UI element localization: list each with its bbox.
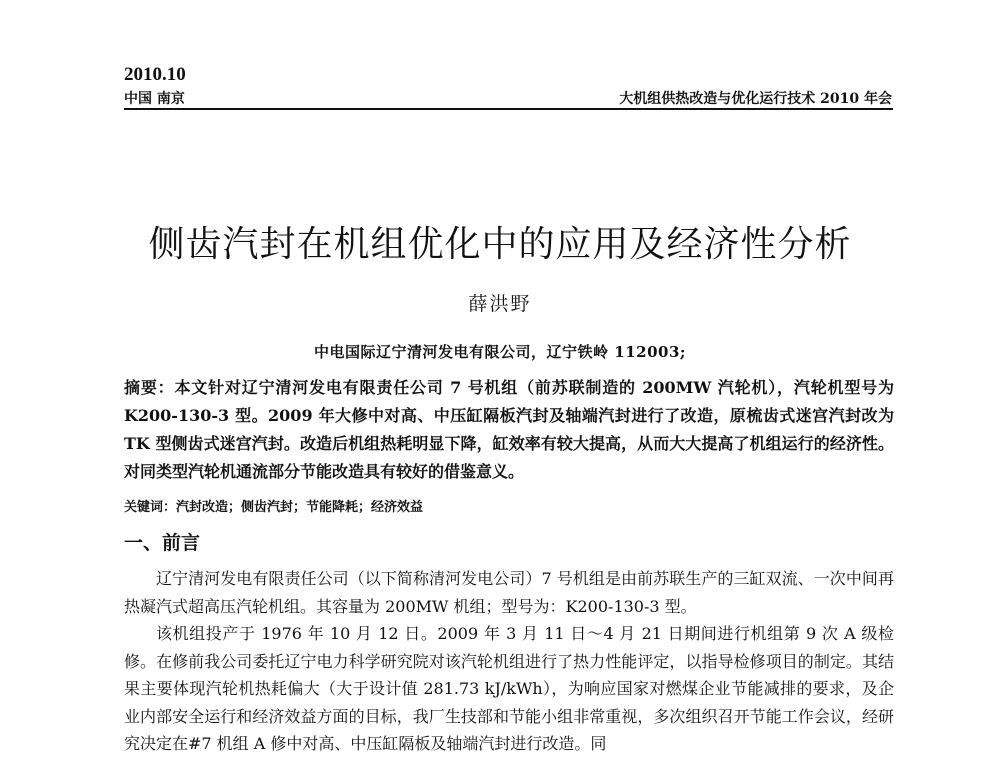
paragraph: 该机组投产于 1976 年 10 月 12 日。2009 年 3 月 11 日～4 月 21 日期间进行机组第 9 次 A 级检修。在修前我公司委托辽宁电力科学研究院对该汽轮机组进行了热力性能评定，以指导检修项目的制定。其结果主要体现汽轮机热耗偏大（大于设计值 281.73 kJ/kWh），为响应国家对燃煤企业节能减排的要求，及企业内部安全运行和经济效益方面的目标，我厂生技部和节能小组非常重视，多次组织召开节能工作会议，经研究决定在#7 机组 A 修中对高、中压缸隔板及轴端汽封进行改造。同 (124, 624, 894, 753)
affiliation: 中电国际辽宁清河发电有限公司，辽宁铁岭 112003; (314, 343, 686, 361)
abstract: 摘要：本文针对辽宁清河发电有限责任公司 7 号机组（前苏联制造的 200MW 汽轮机），汽轮机型号为 K200-130-3 型。2009 年大修中对高、中压缸隔板汽封及轴端汽封进行了改造，原梳齿式迷宫汽封改为 TK 型侧齿式迷宫汽封。改造后机组热耗明显下降，缸效率有较大提高，从而大大提高了机组运行的经济性。对同类型汽轮机通流部分节能改造具有较好的借鉴意义。 (124, 378, 894, 481)
paragraph: 辽宁清河发电有限责任公司（以下简称清河发电公司）7 号机组是由前苏联生产的三缸双流、一次中间再热凝汽式超高压汽轮机组。其容量为 200MW 机组；型号为：K200-130-3 型。 (124, 569, 894, 616)
header-conference: 大机组供热改造与优化运行技术 2010 年会 (619, 91, 892, 107)
keywords: 关键词：汽封改造；侧齿汽封；节能降耗；经济效益 (124, 500, 424, 515)
header-date: 2010.10 (124, 64, 186, 85)
paper-title: 侧齿汽封在机组优化中的应用及经济性分析 (148, 224, 852, 265)
header-rule (124, 108, 893, 110)
header-location: 中国 南京 (124, 91, 185, 107)
section-body (124, 565, 894, 758)
section-title: 一、前言 (124, 532, 201, 554)
author: 薛洪野 (468, 293, 532, 315)
